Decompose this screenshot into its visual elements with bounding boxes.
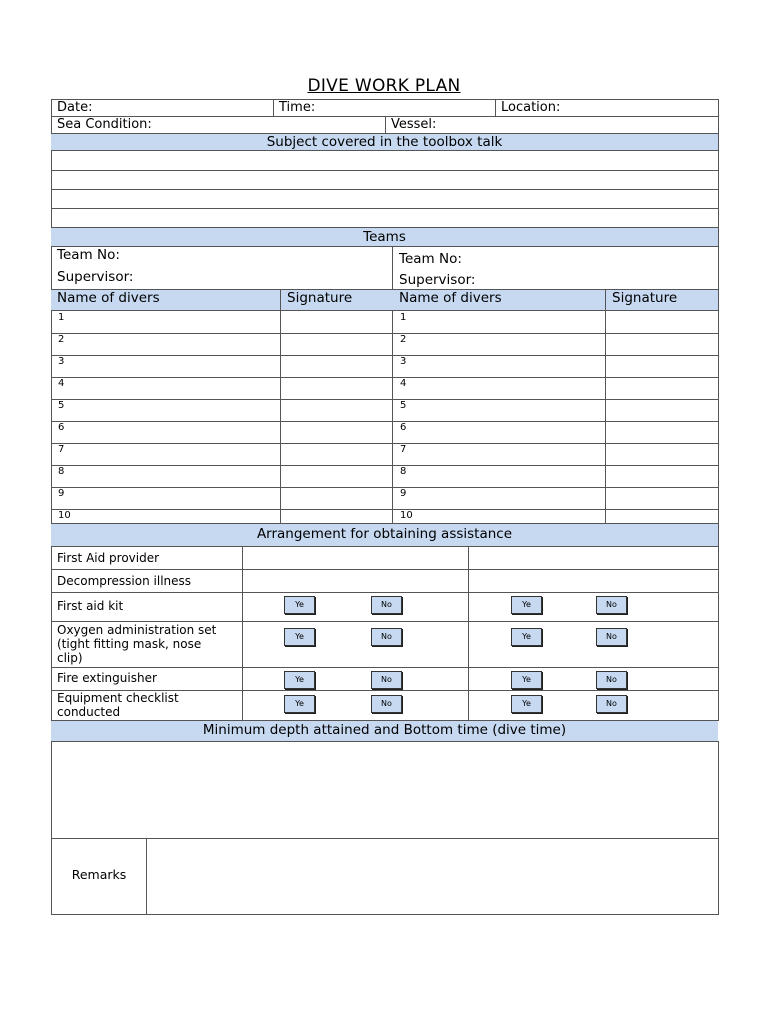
checklist-label: Equipment checklist conducted	[57, 691, 179, 719]
no-button[interactable]: No	[596, 671, 627, 689]
sea-condition-field[interactable]: Sea Condition:	[57, 117, 152, 132]
no-button[interactable]: No	[596, 628, 627, 646]
yes-button[interactable]: Ye	[284, 596, 315, 614]
no-button[interactable]: No	[371, 596, 402, 614]
no-button[interactable]: No	[371, 628, 402, 646]
diver-row-number: 8	[58, 466, 65, 477]
yes-button[interactable]: Ye	[284, 695, 315, 713]
diver-row-number: 6	[400, 422, 407, 433]
depth-heading: Minimum depth attained and Bottom time (dive time)	[51, 720, 718, 742]
diver-row-number: 1	[400, 312, 407, 323]
yes-button[interactable]: Ye	[511, 671, 542, 689]
toolbox-heading: Subject covered in the toolbox talk	[51, 133, 718, 151]
col-signature-right: Signature	[612, 291, 678, 306]
remarks-label: Remarks	[71, 867, 127, 882]
diver-row-number: 5	[58, 400, 65, 411]
diver-row-number: 3	[400, 356, 407, 367]
diver-row-number: 1	[58, 312, 65, 323]
teams-heading: Teams	[51, 227, 718, 247]
yes-button[interactable]: Ye	[284, 628, 315, 646]
yes-button[interactable]: Ye	[511, 695, 542, 713]
oxygen-label: Oxygen administration set (tight fitting mask, nose clip)	[57, 623, 217, 665]
diver-row-number: 6	[58, 422, 65, 433]
diver-row-number: 8	[400, 466, 407, 477]
diver-row-number: 9	[400, 488, 407, 499]
team-no-left[interactable]: Team No:	[57, 248, 120, 263]
col-divers-left: Name of divers	[57, 291, 160, 306]
diver-row-number: 7	[400, 444, 407, 455]
diver-row-number: 2	[400, 334, 407, 345]
no-button[interactable]: No	[596, 596, 627, 614]
yes-button[interactable]: Ye	[511, 596, 542, 614]
toolbox-line[interactable]	[51, 189, 718, 208]
diver-row-number: 4	[58, 378, 65, 389]
location-field[interactable]: Location:	[501, 100, 561, 115]
col-signature-left: Signature	[287, 291, 353, 306]
supervisor-left[interactable]: Supervisor:	[57, 270, 134, 285]
date-field[interactable]: Date:	[57, 100, 93, 115]
toolbox-line[interactable]	[51, 151, 718, 170]
no-button[interactable]: No	[596, 695, 627, 713]
diver-row-number: 3	[58, 356, 65, 367]
col-divers-right: Name of divers	[399, 291, 502, 306]
toolbox-line[interactable]	[51, 208, 718, 227]
no-button[interactable]: No	[371, 671, 402, 689]
diver-row-number: 4	[400, 378, 407, 389]
diver-row-number: 10	[58, 510, 71, 521]
fire-extinguisher-label: Fire extinguisher	[57, 671, 157, 685]
remarks-field[interactable]	[147, 839, 718, 914]
first-aid-kit-label: First aid kit	[57, 599, 124, 613]
assistance-heading: Arrangement for obtaining assistance	[51, 523, 718, 547]
diver-row-number: 9	[58, 488, 65, 499]
diver-row-number: 2	[58, 334, 65, 345]
yes-button[interactable]: Ye	[284, 671, 315, 689]
toolbox-line[interactable]	[51, 170, 718, 189]
first-aid-provider-label: First Aid provider	[57, 551, 160, 565]
page-title: DIVE WORK PLAN	[307, 76, 461, 96]
supervisor-right[interactable]: Supervisor:	[399, 273, 476, 288]
vessel-field[interactable]: Vessel:	[391, 117, 437, 132]
diver-row-number: 5	[400, 400, 407, 411]
diver-row-number: 7	[58, 444, 65, 455]
time-field[interactable]: Time:	[279, 100, 316, 115]
no-button[interactable]: No	[371, 695, 402, 713]
decompression-label: Decompression illness	[57, 574, 192, 588]
team-no-right[interactable]: Team No:	[399, 252, 462, 267]
diver-row-number: 10	[400, 510, 413, 521]
yes-button[interactable]: Ye	[511, 628, 542, 646]
